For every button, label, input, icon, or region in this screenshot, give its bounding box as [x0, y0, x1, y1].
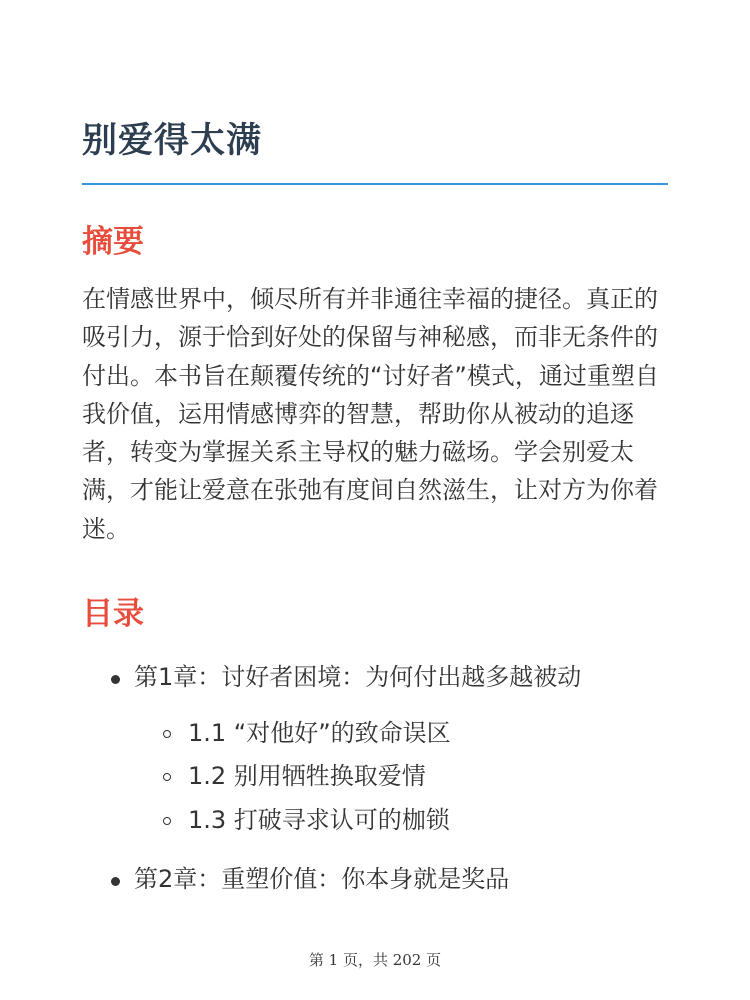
title-divider: [82, 183, 668, 185]
toc-item-label: 1.3 打破寻求认可的枷锁: [188, 806, 450, 834]
toc-heading: 目录: [82, 596, 144, 632]
abstract-heading: 摘要: [82, 224, 144, 260]
abstract-text: 在情感世界中，倾尽所有并非通往幸福的捷径。真正的吸引力，源于恰到好处的保留与神秘感，而非无条件的付出。本书旨在颠覆传统的“讨好者”模式，通过重塑自我价值，运用情感博弈的智慧，帮助你从被动的追逐者，转变为掌握关系主导权的魅力磁场。学会别爱太满，才能让爱意在张弛有度间自然滋生，让对方为你着迷。: [82, 285, 659, 543]
bullet-circle-icon: [163, 773, 171, 781]
toc-item-label: 第2章：重塑价值：你本身就是奖品: [134, 865, 510, 893]
toc-item-label: 1.1 “对他好”的致命误区: [188, 719, 451, 747]
document-title: 别爱得太满: [82, 121, 263, 161]
toc-item-label: 第1章：讨好者困境：为何付出越多越被动: [134, 663, 582, 691]
bullet-disc-icon: [111, 675, 120, 684]
bullet-circle-icon: [163, 730, 171, 738]
bullet-circle-icon: [163, 817, 171, 825]
toc-item-label: 1.2 别用牺牲换取爱情: [188, 762, 426, 790]
bullet-disc-icon: [111, 877, 120, 886]
page-footer: 第 1 页，共 202 页: [308, 951, 442, 969]
